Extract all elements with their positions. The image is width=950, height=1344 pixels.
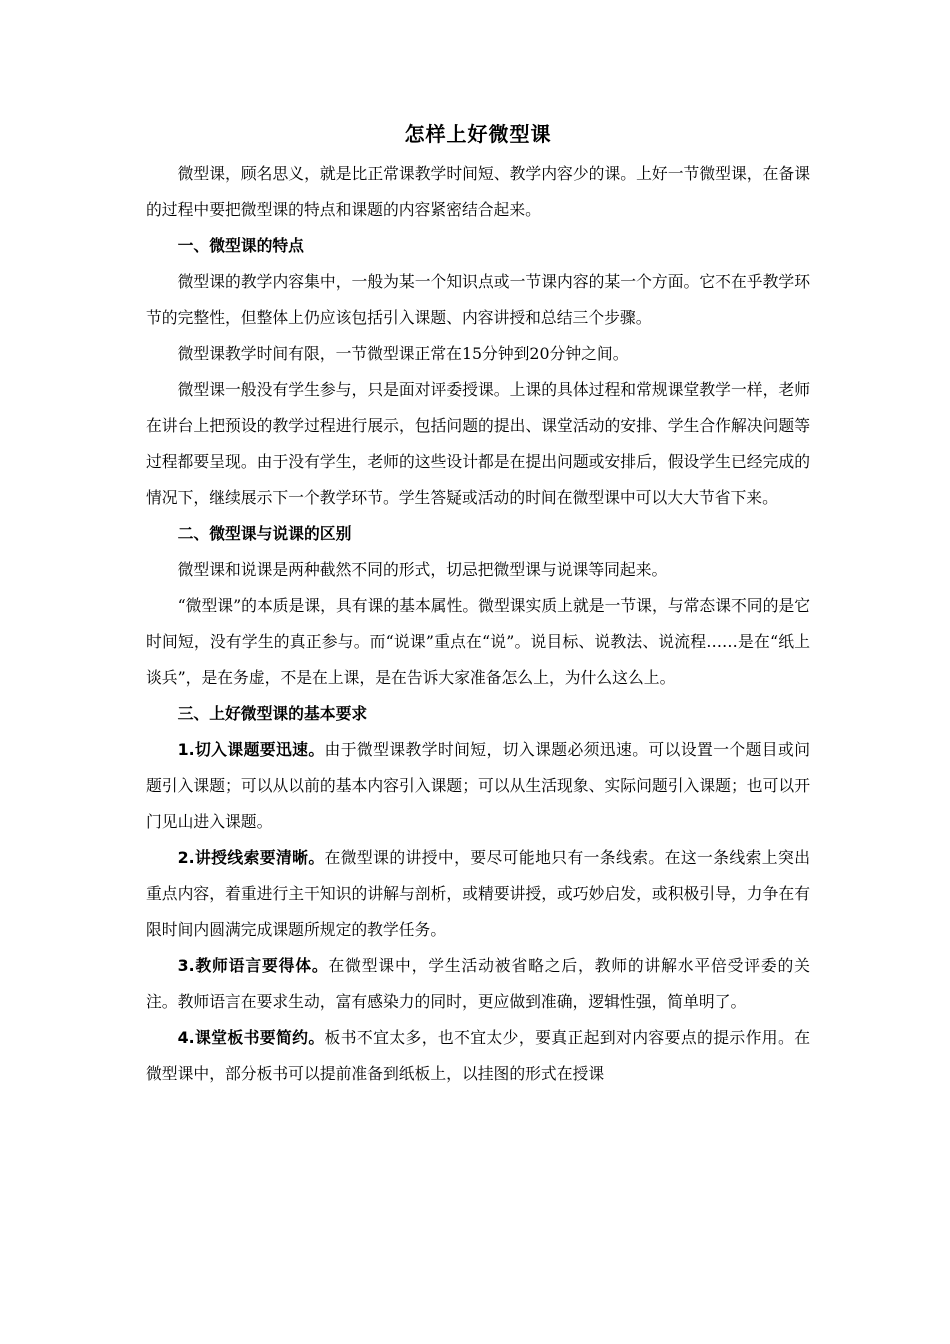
body-paragraph: 微型课的教学内容集中，一般为某一个知识点或一节课内容的某一个方面。它不在乎教学环节的完整性，但整体上仍应该包括引入课题、内容讲授和总结三个步骤。 <box>146 272 810 327</box>
intro-paragraph: 微型课，顾名思义，就是比正常课教学时间短、教学内容少的课。上好一节微型课，在备课的过程中要把微型课的特点和课题的内容紧密结合起来。 <box>146 164 810 219</box>
section-heading-requirements: 三、上好微型课的基本要求 <box>177 704 368 723</box>
requirement-lead: 1.切入课题要迅速。 <box>177 740 325 759</box>
requirement-lead: 2.讲授线索要清晰。 <box>177 848 325 867</box>
requirement-item <box>146 1020 810 1092</box>
requirement-item <box>146 840 810 948</box>
body-paragraph: “微型课”的本质是课，具有课的基本属性。微型课实质上就是一节课，与常态课不同的是它时间短，没有学生的真正参与。而“说课”重点在“说”。说目标、说教法、说流程……是在“纸上谈兵”，是在务虚，不是在上课，是在告诉大家准备怎么上，为什么这么上。 <box>146 596 810 687</box>
requirement-lead: 4.课堂板书要简约。 <box>177 1028 325 1047</box>
requirement-text: 由于微型课教学时间短，切入课题必须迅速。可以设置一个题目或问题引入课题；可以从以前的基本内容引入课题；可以从生活现象、实际问题引入课题；也可以开门见山进入课题。 <box>146 740 810 831</box>
document-body <box>146 156 810 1092</box>
requirement-item <box>146 732 810 840</box>
requirement-text: 在微型课中，学生活动被省略之后，教师的讲解水平倍受评委的关注。教师语言在要求生动，富有感染力的同时，更应做到准确，逻辑性强，简单明了。 <box>146 956 810 1011</box>
body-paragraph: 微型课和说课是两种截然不同的形式，切忌把微型课与说课等同起来。 <box>177 560 668 579</box>
section-heading-difference: 二、微型课与说课的区别 <box>177 524 352 543</box>
requirement-text: 板书不宜太多，也不宜太少，要真正起到对内容要点的提示作用。在微型课中，部分板书可以提前准备到纸板上，以挂图的形式在授课 <box>146 1028 810 1083</box>
document-title: 怎样上好微型课 <box>404 122 552 146</box>
requirement-lead: 3.教师语言要得体。 <box>177 956 329 975</box>
requirement-item <box>146 948 810 1020</box>
requirement-text: 在微型课的讲授中，要尽可能地只有一条线索。在这一条线索上突出重点内容，着重进行主干知识的讲解与剖析，或精要讲授，或巧妙启发，或积极引导，力争在有限时间内圆满完成课题所规定的教学任务。 <box>146 848 810 939</box>
body-paragraph: 微型课一般没有学生参与，只是面对评委授课。上课的具体过程和常规课堂教学一样，老师在讲台上把预设的教学过程进行展示，包括问题的提出、课堂活动的安排、学生合作解决问题等过程都要呈现。由于没有学生，老师的这些设计都是在提出问题或安排后，假设学生已经完成的情况下，继续展示下一个教学环节。学生答疑或活动的时间在微型课中可以大大节省下来。 <box>146 380 810 507</box>
body-paragraph: 微型课教学时间有限，一节微型课正常在15分钟到20分钟之间。 <box>177 344 629 363</box>
section-heading-features: 一、微型课的特点 <box>177 236 304 255</box>
